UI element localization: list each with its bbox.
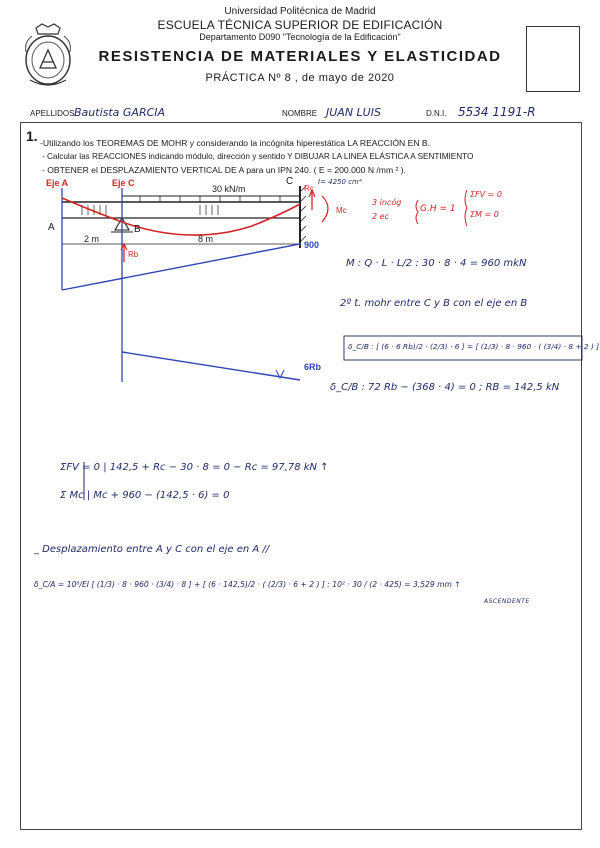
delta-line-2: δ_C/B : 72 Rb − (368 · 4) = 0 ; RB = 142,5 kN [330, 382, 560, 393]
dni-label: D.N.I. [426, 109, 447, 118]
dni-value: 5534 1191-R [458, 105, 536, 119]
displacement-formula: δ_C/A = 10⁸/EI [ (1/3) · 8 · 960 · (3/4) · 8 ] + [ (6 · 142,5)/2 · ( (2/3) · 6 + 2 ) ] : 10² · 30 / (2 · 425) = 3,529 mm ↑ [34, 580, 461, 589]
name-label: NOMBRE [282, 109, 318, 118]
department-name: Departamento D090 "Tecnología de la Edificación" [199, 32, 401, 42]
moment-diagram-load [62, 244, 300, 290]
problem-task-2: - OBTENER el DESPLAZAMIENTO VERTICAL DE A para un IPN 240. ( E = 200.000 N /mm ² ). [42, 165, 407, 175]
tag-eje-a: Eje A [46, 178, 69, 188]
problem-number: 1. [26, 128, 38, 144]
tag-rc: Rc [304, 184, 314, 193]
elastic-line [62, 198, 300, 235]
problem-statement: -Utilizando los TEOREMAS DE MOHR y considerando la incógnita hiperestática LA REACCIÓN EN B. [40, 138, 431, 148]
theorem-note: 2º t. mohr entre C y B con el eje en B [340, 298, 528, 309]
tag-rb: Rb [128, 250, 139, 259]
moment-line: M : Q · L · L/2 : 30 · 8 · 4 = 960 mkN [346, 258, 527, 269]
school-name: ESCUELA TÉCNICA SUPERIOR DE EDIFICACIÓN [157, 18, 443, 32]
equation-fv: ΣFV = 0 [470, 190, 503, 199]
load-arrows [140, 196, 280, 202]
brace-right [465, 190, 467, 226]
displacement-result-note: ASCENDENTE [484, 598, 530, 605]
dimension-right: 8 m [198, 234, 214, 244]
load-label: 30 kN/m [212, 184, 246, 194]
unknowns-left-2: 2 ec [372, 212, 389, 221]
practice-title: PRÁCTICA Nº 8 , de mayo de 2020 [205, 72, 395, 84]
problem-task-1: - Calcular las REACCIONES indicando módulo, dirección y sentido Y DIBUJAR LA LINEA ELÁSTICA A SENTIMIENTO [42, 152, 474, 161]
equation-m: ΣM = 0 [470, 210, 499, 219]
moment-value: 900 [304, 240, 320, 250]
unknowns-left-1: 3 incóg [372, 198, 402, 207]
sum-mc-line: Σ Mc | Mc + 960 − (142,5 · 6) = 0 [60, 490, 230, 501]
course-title: RESISTENCIA DE MATERIALES Y ELASTICIDAD [98, 48, 502, 65]
surname-label: APELLIDOS: [30, 109, 77, 118]
name-value: JUAN LUIS [326, 106, 381, 119]
unknowns-mid: G.H = 1 [420, 204, 456, 214]
university-name: Universidad Politécnica de Madrid [224, 6, 376, 17]
tag-mc: Mc [336, 206, 347, 215]
label-b: B [134, 224, 141, 235]
moment-mc-arrow [322, 196, 328, 222]
tag-eje-c: Eje C [112, 178, 135, 188]
label-a: A [48, 222, 55, 233]
beam-hatch [82, 205, 218, 215]
delta-line-1: δ_C/B : [ (6 · 6 Rb)/2 · (2/3) · 6 ] = [ (1/3) · 8 · 960 · ( (3/4) · 8 + 2 ) ] [348, 342, 600, 351]
inertia-note: I= 4250 cm⁴ [318, 178, 362, 186]
dimension-left: 2 m [84, 234, 100, 244]
label-c: C [286, 176, 294, 187]
sum-fv-line: ΣFV = 0 | 142,5 + Rc − 30 · 8 = 0 − Rc = 97,78 kN ↑ [60, 462, 329, 473]
displacement-title: _ Desplazamiento entre A y C con el eje en A // [34, 544, 270, 555]
brace-left [416, 200, 418, 224]
moment-diagram-rb [122, 352, 300, 380]
rb-diagram-label: 6Rb [304, 362, 322, 372]
surname-value: Bautista GARCIA [74, 106, 166, 119]
